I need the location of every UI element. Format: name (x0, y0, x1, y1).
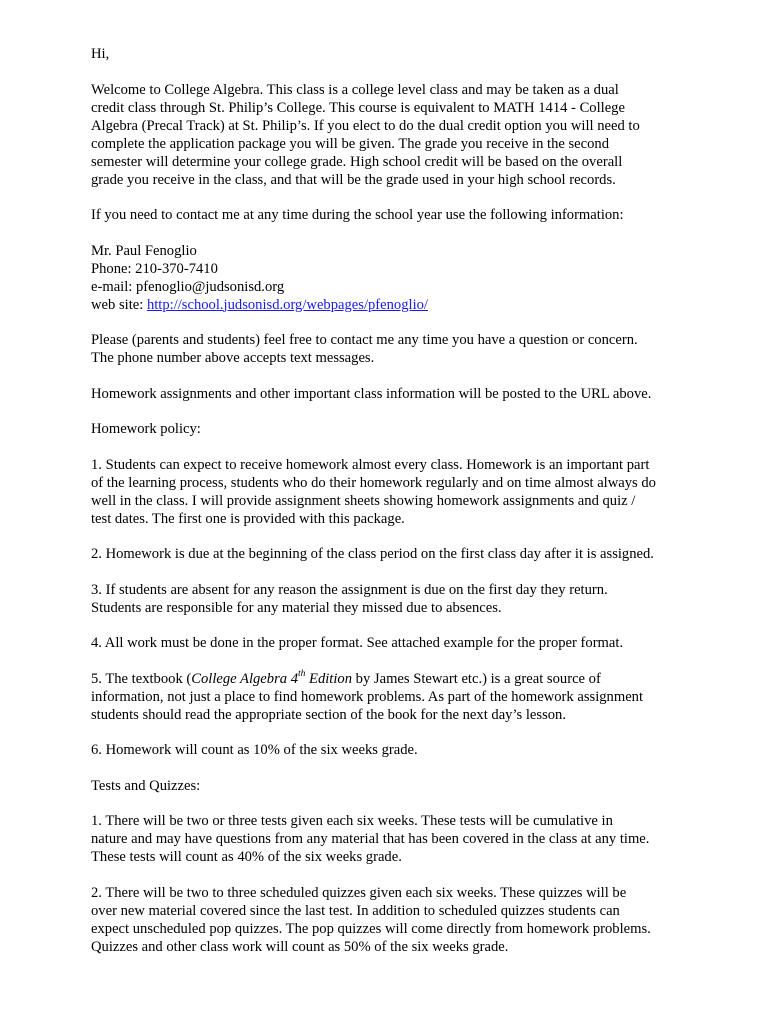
homework-heading: Homework policy: (91, 421, 201, 437)
contact-website (91, 296, 690, 314)
tests-item-line: nature and may have questions from any material that has been covered in the class at any time. (91, 831, 650, 847)
item5-suffix: by James Stewart etc.) is a great source of (352, 670, 601, 687)
textbook-edition: Edition (305, 670, 353, 687)
contact-name: Mr. Paul Fenoglio (91, 242, 197, 259)
tests-item-line: These tests will count as 40% of the six weeks grade. (91, 849, 402, 865)
intro-line: complete the application package you will be given. The grade you receive in the second (91, 135, 610, 152)
homework-item-line: of the learning process, students who do their homework regularly and on time almost always do (91, 474, 656, 491)
intro-line: Welcome to College Algebra. This class is a college level class and may be taken as a dual (91, 81, 619, 98)
intro-line: semester will determine your college grade. High school credit will be based on the overall (91, 153, 623, 170)
textbook-title (191, 668, 353, 687)
tests-item-2 (91, 884, 690, 956)
tests-item-1 (91, 812, 690, 866)
contact-phone: Phone: 210-370-7410 (91, 260, 218, 277)
homework-item-line (91, 670, 690, 688)
contact-block (91, 242, 690, 314)
contact-note-line: Please (parents and students) feel free to contact me any time you have a question or concern. (91, 332, 638, 348)
textbook-edition-sup: th (298, 668, 306, 679)
item5-prefix: 5. The textbook ( (91, 670, 192, 687)
contact-note-line: The phone number above accepts text messages. (91, 350, 375, 366)
greeting: Hi, (91, 46, 110, 62)
intro-paragraph (91, 81, 690, 189)
tests-item-line: Quizzes and other class work will count as 50% of the six weeks grade. (91, 938, 509, 955)
homework-item-line: Students are responsible for any material they missed due to absences. (91, 599, 502, 616)
tests-item-line: expect unscheduled pop quizzes. The pop quizzes will come directly from homework problems. (91, 920, 651, 937)
homework-item-line: 3. If students are absent for any reason the assignment is due on the first day they return. (91, 581, 608, 598)
intro-line: credit class through St. Philip’s College. This course is equivalent to MATH 1414 - College (91, 99, 625, 116)
homework-item-line: information, not just a place to find homework problems. As part of the homework assignment (91, 688, 644, 705)
homework-item-1 (91, 456, 690, 528)
contact-intro: If you need to contact me at any time during the school year use the following information: (91, 207, 624, 223)
tests-item-line: 2. There will be two to three scheduled quizzes given each six weeks. These quizzes will be (91, 884, 627, 901)
homework-item-line: test dates. The first one is provided with this package. (91, 510, 405, 527)
website-link[interactable]: http://school.judsonisd.org/webpages/pfenoglio/ (146, 296, 428, 313)
homework-item-line: students should read the appropriate section of the book for the next day’s lesson. (91, 706, 566, 723)
homework-item-6: 6. Homework will count as 10% of the six weeks grade. (91, 742, 418, 758)
website-label: web site: (91, 296, 147, 313)
homework-item-2: 2. Homework is due at the beginning of the class period on the first class day after it is assigned. (91, 546, 654, 562)
homework-item-line: well in the class. I will provide assignment sheets showing homework assignments and quiz / (91, 492, 636, 509)
tests-item-line: over new material covered since the last test. In addition to scheduled quizzes students can (91, 902, 620, 919)
textbook-title-text: College Algebra 4 (191, 670, 298, 687)
tests-heading: Tests and Quizzes: (91, 777, 201, 794)
homework-item-5 (91, 670, 690, 724)
intro-line: Algebra (Precal Track) at St. Philip’s. If you elect to do the dual credit option you will need to (91, 117, 640, 134)
homework-item-line: 1. Students can expect to receive homework almost every class. Homework is an important part (91, 456, 650, 473)
homework-item-4: 4. All work must be done in the proper format. See attached example for the proper format. (91, 635, 624, 651)
posting-note: Homework assignments and other important class information will be posted to the URL above. (91, 385, 652, 402)
tests-item-line: 1. There will be two or three tests given each six weeks. These tests will be cumulative in (91, 813, 613, 829)
intro-line: grade you receive in the class, and that will be the grade used in your high school records. (91, 171, 616, 188)
contact-note (91, 331, 690, 367)
homework-item-3 (91, 581, 690, 617)
contact-email: e-mail: pfenoglio@judsonisd.org (91, 278, 285, 295)
